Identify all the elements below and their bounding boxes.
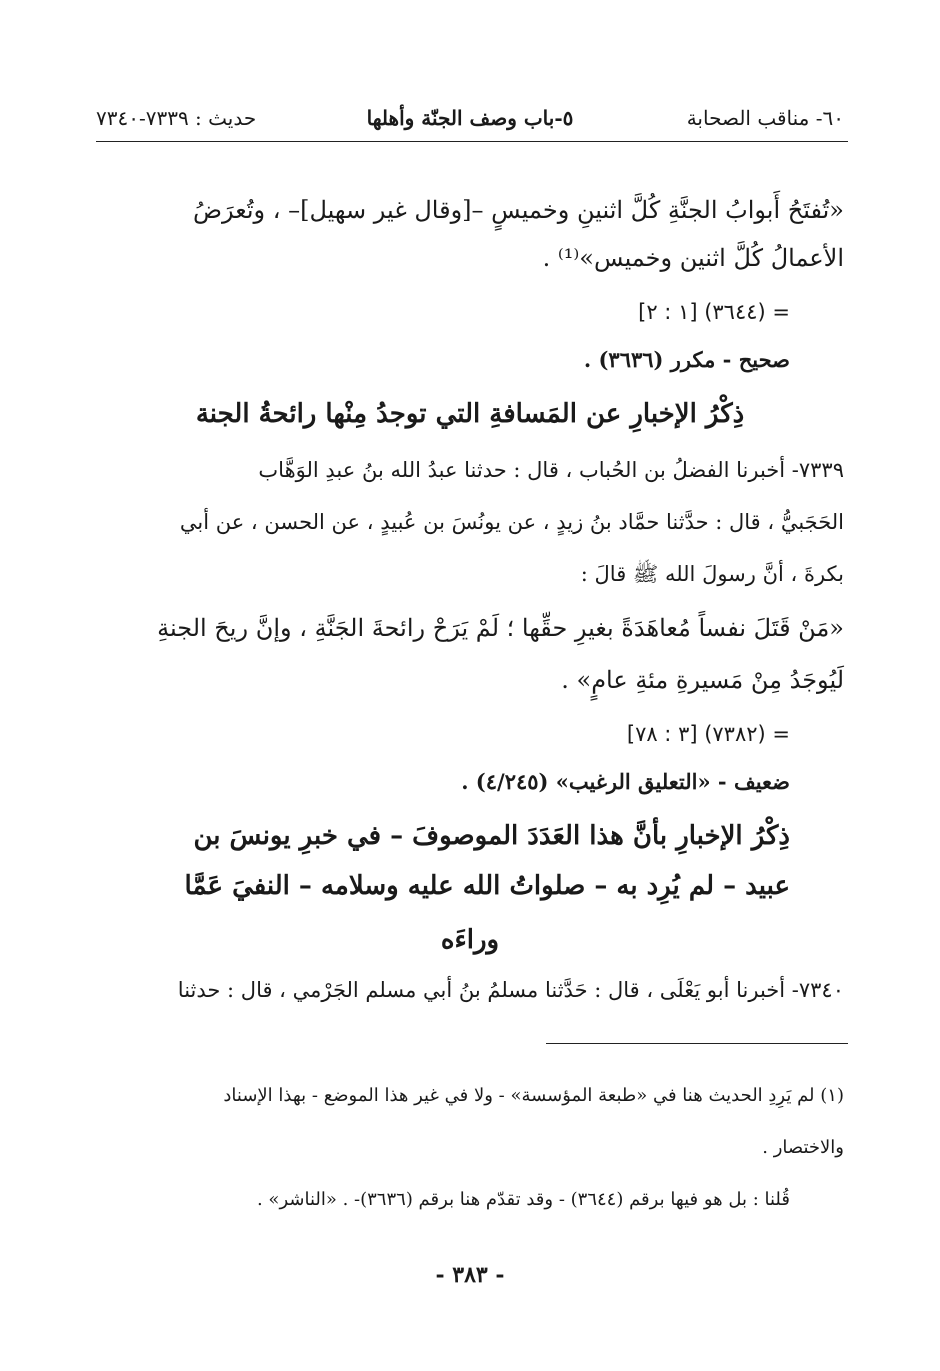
footnote-line: قُلنا : بل هو فيها برقم (٣٦٤٤) - وقد تقدّم هنا برقم (٣٦٣٦)- . «الناشر» .	[256, 1189, 790, 1210]
text-line: «تُفتَحُ أَبوابُ الجنَّةِ كُلَّ اثنينِ وخميسٍ –[وقال غير سهيل]– ، وتُعرَضُ	[193, 196, 844, 224]
cross-reference: = (٧٣٨٢) [٣ : ٧٨]	[626, 722, 790, 746]
text-line: لَيُوجَدُ مِنْ مَسيرةِ مئةِ عامٍ» .	[561, 666, 844, 694]
hadith-grade: صحيح - مكرر (٣٦٣٦) .	[583, 347, 790, 372]
cross-reference: = (٣٦٤٤) [١ : ٢]	[638, 300, 790, 324]
text-line: ٧٣٣٩- أخبرنا الفضلُ بن الحُباب ، قال : حدثنا عبدُ الله بنُ عبدِ الوَهَّاب	[258, 458, 844, 482]
running-header-hadith-range: حديث : ٧٣٣٩-٧٣٤٠	[96, 106, 257, 130]
text-line: «مَنْ قَتَلَ نفساً مُعاهَدَةً بغيرِ حقِّها ؛ لَمْ يَرَحْ رائحةَ الجَنَّةِ ، وإنَّ ريحَ الجنةِ	[157, 614, 844, 642]
footnote-line: والاختصار .	[762, 1137, 844, 1158]
footnote-line: (١) لم يَرِدِ الحديث هنا في «طبعة المؤسسة» - ولا في غير هذا الموضع - بهذا الإسناد	[223, 1085, 844, 1106]
text-line: الأعمالُ كُلَّ اثنين وخميس»⁽¹⁾ .	[542, 244, 844, 272]
section-heading-line: ذِكْرُ الإخبارِ بأنَّ هذا العَدَدَ الموصوفَ – في خبرِ يونسَ بن	[193, 821, 790, 851]
section-heading-line: عبيد – لم يُرِد به – صلواتُ الله عليه وسلامه – النفيَ عَمَّا	[184, 871, 790, 901]
text-line: الحَجَبيُّ ، قال : حدَّثنا حمَّاد بنُ زيدٍ ، عن يونُسَ بن عُبيدٍ ، عن الحسن ، عن أبي	[179, 510, 844, 534]
footnote-divider	[546, 1043, 848, 1044]
hadith-grade: ضعيف - «التعليق الرغيب» (٤/٢٤٥) .	[461, 769, 790, 794]
section-heading-line: وراءَه	[440, 925, 500, 955]
section-heading: ذِكْرُ الإخبارِ عن المَسافةِ التي توجدُ مِنْها رائحةُ الجنة	[195, 399, 745, 429]
text-line: ٧٣٤٠- أخبرنا أبو يَعْلَى ، قال : حَدَّثنا مسلمُ بنُ أبي مسلم الجَرْمي ، قال : حدثنا	[177, 978, 844, 1002]
header-divider	[96, 141, 848, 142]
running-header-chapter: ٦٠- مناقب الصحابة	[686, 106, 844, 130]
running-header-section: ٥-باب وصف الجنّة وأهلها	[366, 106, 574, 130]
page-number: - ٣٨٣ -	[435, 1262, 505, 1288]
text-line: بكرةَ ، أنَّ رسولَ الله ﷺ قالَ :	[580, 562, 844, 586]
